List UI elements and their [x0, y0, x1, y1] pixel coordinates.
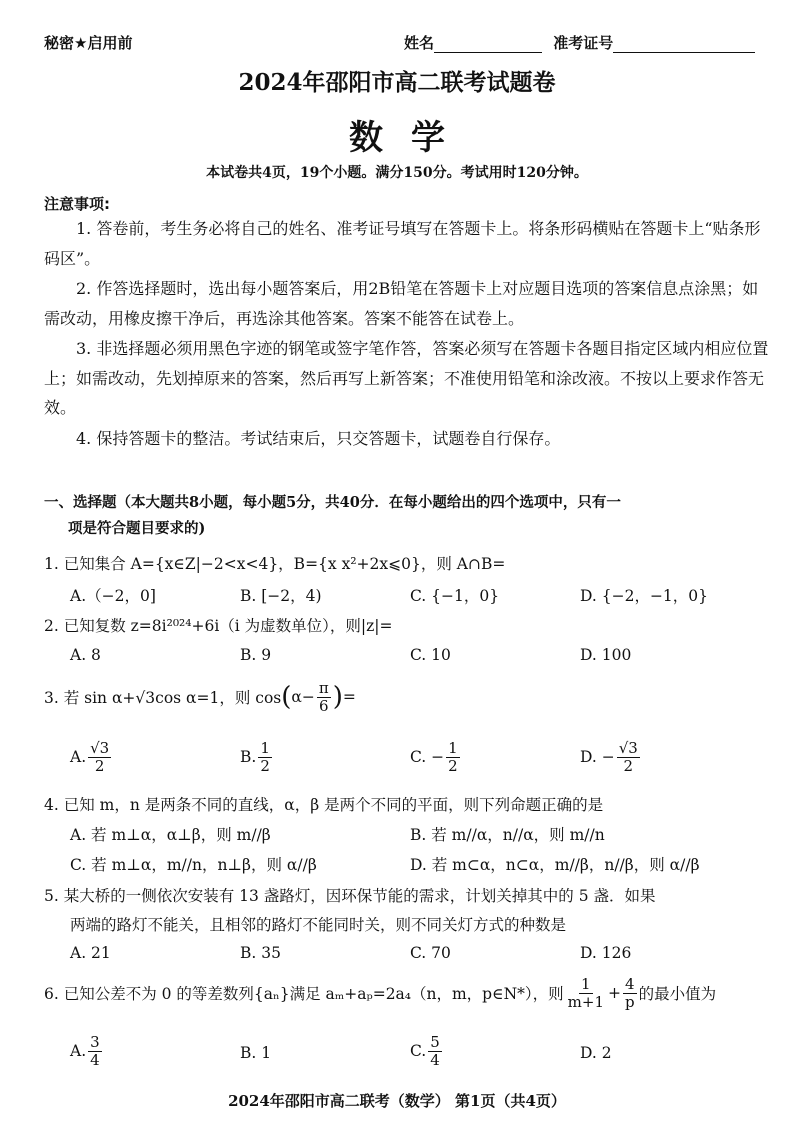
- q3-paren-close: ): [332, 682, 343, 712]
- q3-pi-over-6: $\frac{\pi}{6}$: [318, 679, 329, 715]
- q4-option-b[interactable]: B. 若 m//α，n//α，则 m//n: [410, 826, 605, 844]
- q2-option-d[interactable]: D. 100: [580, 646, 632, 664]
- q1-stem: 1. 已知集合 A={x∈Z|−2<x<4}，B={x x²+2x⩽0}，则 A∩B=: [44, 555, 506, 573]
- id-label: 准考证号: [553, 34, 614, 52]
- note-item-4: 4. 保持答题卡的整洁。考试结束后，只交答题卡，试题卷自行保存。: [76, 429, 561, 448]
- q3-stem: 3. 若 sin α+√3cos α=1，则 cos ( α− $\frac{\pi}{6}$ ) =: [44, 679, 356, 715]
- q6-fraction-1: $\frac{1}{m+1}$: [567, 975, 604, 1011]
- subject-title: 数学: [349, 118, 473, 158]
- section-line-1: 一、选择题（本大题共8小题，每小题5分，共40分．在每小题给出的四个选项中，只有一: [44, 494, 621, 511]
- q6-option-a[interactable]: A. $\frac{3}{4}$: [70, 1033, 100, 1069]
- q2-stem: 2. 已知复数 z=8i²⁰²⁴+6i（i 为虚数单位），则|z|=: [44, 617, 393, 635]
- note-item-2: 2. 作答选择题时，选出每小题答案后，用2B铅笔在答题卡上对应题目选项的答案信息点涂黑；如需改动，用橡皮擦干净后，再选涂其他答案。答案不能答在试卷上。: [44, 279, 759, 328]
- id-blank[interactable]: [613, 36, 755, 53]
- q6-stem: 6. 已知公差不为 0 的等差数列{aₙ}满足 aₘ+aₚ=2a₄（n，m，p∈N*），则 $\frac{1}{m+1}$ + $\frac{4}{p}$ 的最小值为: [44, 975, 717, 1011]
- name-blank[interactable]: [434, 36, 542, 53]
- q3-d-fraction: $\frac{√3}{2}$: [618, 739, 638, 775]
- secret-label: 秘密★启用前: [44, 34, 133, 52]
- exam-title: 2024年邵阳市高二联考试题卷: [238, 69, 556, 96]
- q5-stem-line-1: 5. 某大桥的一侧依次安装有 13 盏路灯，因环保节能的需求，计划关掉其中的 5 盏．如果: [44, 887, 656, 905]
- section-heading: [44, 490, 774, 542]
- q6-option-c[interactable]: C. $\frac{5}{4}$: [410, 1033, 440, 1069]
- q3-alpha-minus: α−: [291, 688, 315, 706]
- q5-option-d[interactable]: D. 126: [580, 944, 632, 962]
- exam-info: 本试卷共4页，19个小题。满分150分。考试用时120分钟。: [206, 165, 588, 181]
- name-label: 姓名: [404, 34, 435, 52]
- q1-option-c[interactable]: C. {−1，0}: [410, 587, 500, 605]
- q5-option-c[interactable]: C. 70: [410, 944, 451, 962]
- q6-option-b[interactable]: B. 1: [240, 1044, 272, 1062]
- page-footer: 2024年邵阳市高二联考（数学） 第1页（共4页）: [228, 1092, 566, 1110]
- q5-option-b[interactable]: B. 35: [240, 944, 281, 962]
- q6-c-fraction: $\frac{5}{4}$: [430, 1033, 440, 1069]
- notes-heading: 注意事项:: [44, 195, 110, 213]
- q6-a-fraction: $\frac{3}{4}$: [90, 1033, 100, 1069]
- q3-option-c[interactable]: C. − $\frac{1}{2}$: [410, 739, 458, 775]
- q5-stem-line-2: 两端的路灯不能关，且相邻的路灯不能同时关，则不同关灯方式的种数是: [70, 916, 567, 934]
- q3-c-fraction: $\frac{1}{2}$: [448, 739, 458, 775]
- q2-option-b[interactable]: B. 9: [240, 646, 272, 664]
- q6-option-d[interactable]: D. 2: [580, 1044, 612, 1062]
- q4-option-c[interactable]: C. 若 m⊥α，m//n，n⊥β，则 α//β: [70, 856, 317, 874]
- q3-option-d[interactable]: D. − $\frac{√3}{2}$: [580, 739, 638, 775]
- q3-paren-open: (: [281, 682, 292, 712]
- note-item-3: 3. 非选择题必须用黑色字迹的钢笔或签字笔作答，答案必须写在答题卡各题目指定区域内相应位置上；如需改动，先划掉原来的答案，然后再写上新答案；不准使用铅笔和涂改液。不按以上要求作答无效。: [44, 339, 769, 417]
- q3-b-fraction: $\frac{1}{2}$: [260, 739, 270, 775]
- q3-option-b[interactable]: B. $\frac{1}{2}$: [240, 739, 270, 775]
- q1-option-d[interactable]: D. {−2，−1，0}: [580, 587, 709, 605]
- q4-option-d[interactable]: D. 若 m⊂α，n⊂α，m//β，n//β，则 α//β: [410, 856, 700, 874]
- q3-stem-text: 3. 若 sin α+√3cos α=1，则 cos: [44, 689, 282, 707]
- q6-fraction-2: $\frac{4}{p}$: [625, 975, 635, 1011]
- q3-a-fraction: $\frac{√3}{2}$: [90, 739, 110, 775]
- q4-stem: 4. 已知 m，n 是两条不同的直线，α，β 是两个不同的平面，则下列命题正确的是: [44, 796, 604, 814]
- note-item-1: 1. 答卷前，考生务必将自己的姓名、准考证号填写在答题卡上。将条形码横贴在答题卡上“贴条形码区”。: [44, 219, 761, 268]
- q2-option-c[interactable]: C. 10: [410, 646, 451, 664]
- q5-option-a[interactable]: A. 21: [70, 944, 111, 962]
- section-line-2: 项是符合题目要求的): [68, 520, 206, 537]
- q2-option-a[interactable]: A. 8: [70, 646, 101, 664]
- q1-option-b[interactable]: B. [−2，4): [240, 587, 322, 605]
- q4-option-a[interactable]: A. 若 m⊥α，α⊥β，则 m//β: [70, 826, 271, 844]
- candidate-fields: [404, 32, 755, 53]
- q1-option-a[interactable]: A.（−2，0]: [70, 587, 156, 605]
- q3-option-a[interactable]: A. $\frac{√3}{2}$: [70, 739, 110, 775]
